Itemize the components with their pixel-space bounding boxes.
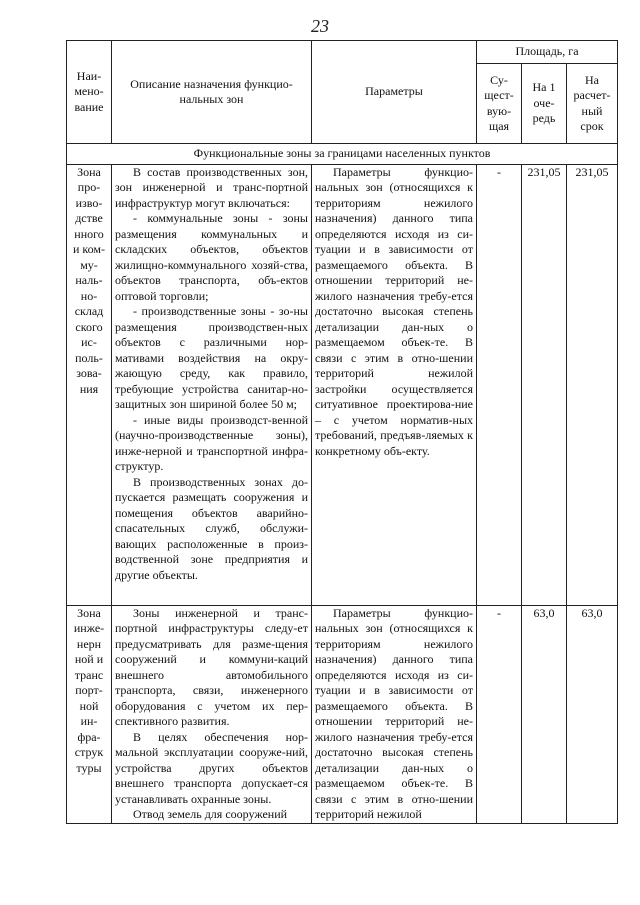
page-number: 23 [311, 16, 329, 36]
area-first: 63,0 [522, 605, 567, 823]
area-first: 231,05 [522, 164, 567, 605]
description-paragraph: - иные виды производст-венной (научно-производственные зоны), инже-нерной и транспортной инфра-структур. [115, 412, 308, 473]
table-row [67, 164, 618, 605]
zone-description [112, 164, 312, 605]
header-description: Описание назначения функцио-нальных зон [112, 41, 312, 144]
description-paragraph: - производственные зоны - зо-ны размещения производствен-ных объектов с различными нор-мативами воздействия на окру-жающую среду, как правило, требующие устройства санитар-но-защитных зон шириной более 50 м; [115, 304, 308, 411]
zone-description [112, 605, 312, 823]
description-paragraph: В состав производственных зон, зон инженерной и транс-портной инфраструктур могут включаться: [115, 164, 308, 210]
area-existing: - [477, 164, 522, 605]
zone-params [312, 605, 477, 823]
zones-table [66, 40, 618, 824]
description-paragraph: В производственных зонах до-пускается размещать сооружения и помещения объектов аварийно-спасательных служб, обслужи-вающих расположенные в произ-водственной зоне предприятия и другие объекты. [115, 474, 308, 582]
header-area-first: На 1 оче-редь [522, 64, 567, 144]
header-name: Наи-мено-вание [67, 41, 112, 144]
header-params: Параметры [312, 41, 477, 144]
zone-params [312, 164, 477, 605]
header-area-calc: На расчет-ный срок [567, 64, 618, 144]
section-title-row [67, 144, 618, 165]
area-calc: 63,0 [567, 605, 618, 823]
params-text: Параметры функцио-нальных зон (относящихся к территориям нежилого назначения) данного типа определяются исходя из си-туации и в зависимости от размещаемого объекта. В отношении территорий не-жилого назначения требу-ется достаточно высокая степень детализации дан-ных о размещаемом объек-те. В связи с этим в отно-шении территорий нежилой [315, 605, 473, 821]
zone-name: Зона про-изво-дстве нного и ком-му-наль-но-склад ского ис-поль-зова-ния [67, 164, 112, 605]
header-area-group: Площадь, га [477, 41, 618, 64]
description-paragraph: Отвод земель для сооружений [133, 807, 288, 821]
table-row [67, 605, 618, 823]
description-paragraph: Зоны инженерной и транс-портной инфраструктуры следу-ет предусматривать для разме-щения сооружений и коммуни-каций внешнего автомобильного транспорта, связи, инженерного оборудования с учетом их пер-спективного развития. [115, 605, 308, 728]
section-title: Функциональные зоны за границами населенных пунктов [67, 144, 618, 165]
params-text: Параметры функцио-нальных зон (относящихся к территориям нежилого назначения) данного типа определяются исходя из си-туации и в зависимости от размещаемого объекта. В отношении территорий не-жилого назначения требу-ется достаточно высокая степень детализации дан-ных о размещаемом объек-те. В связи с этим в отно-шении территорий нежилой застройки осуществляется ситуативное проектирова-ние – с учетом норматив-ных требований, предъяв-ляемых к конкретному объ-екту. [315, 164, 473, 458]
header-row-1 [67, 41, 618, 64]
area-calc: 231,05 [567, 164, 618, 605]
area-existing: - [477, 605, 522, 823]
description-paragraph: - коммунальные зоны - зоны размещения коммунальных и складских объектов, объектов жилищно-коммунального хозяй-ства, объектов транспорта, объ-ектов оптовой торговли; [115, 211, 308, 303]
header-area-existing: Су-щест-вую-щая [477, 64, 522, 144]
description-paragraph: В целях обеспечения нор-мальной эксплуатации сооруже-ний, устройства других объектов внешнего транспорта допускает-ся устанавливать охранные зоны. [115, 729, 308, 806]
zone-name: Зона инже-нерн ной и транс порт-ной ин-фра-струк туры [67, 605, 112, 823]
